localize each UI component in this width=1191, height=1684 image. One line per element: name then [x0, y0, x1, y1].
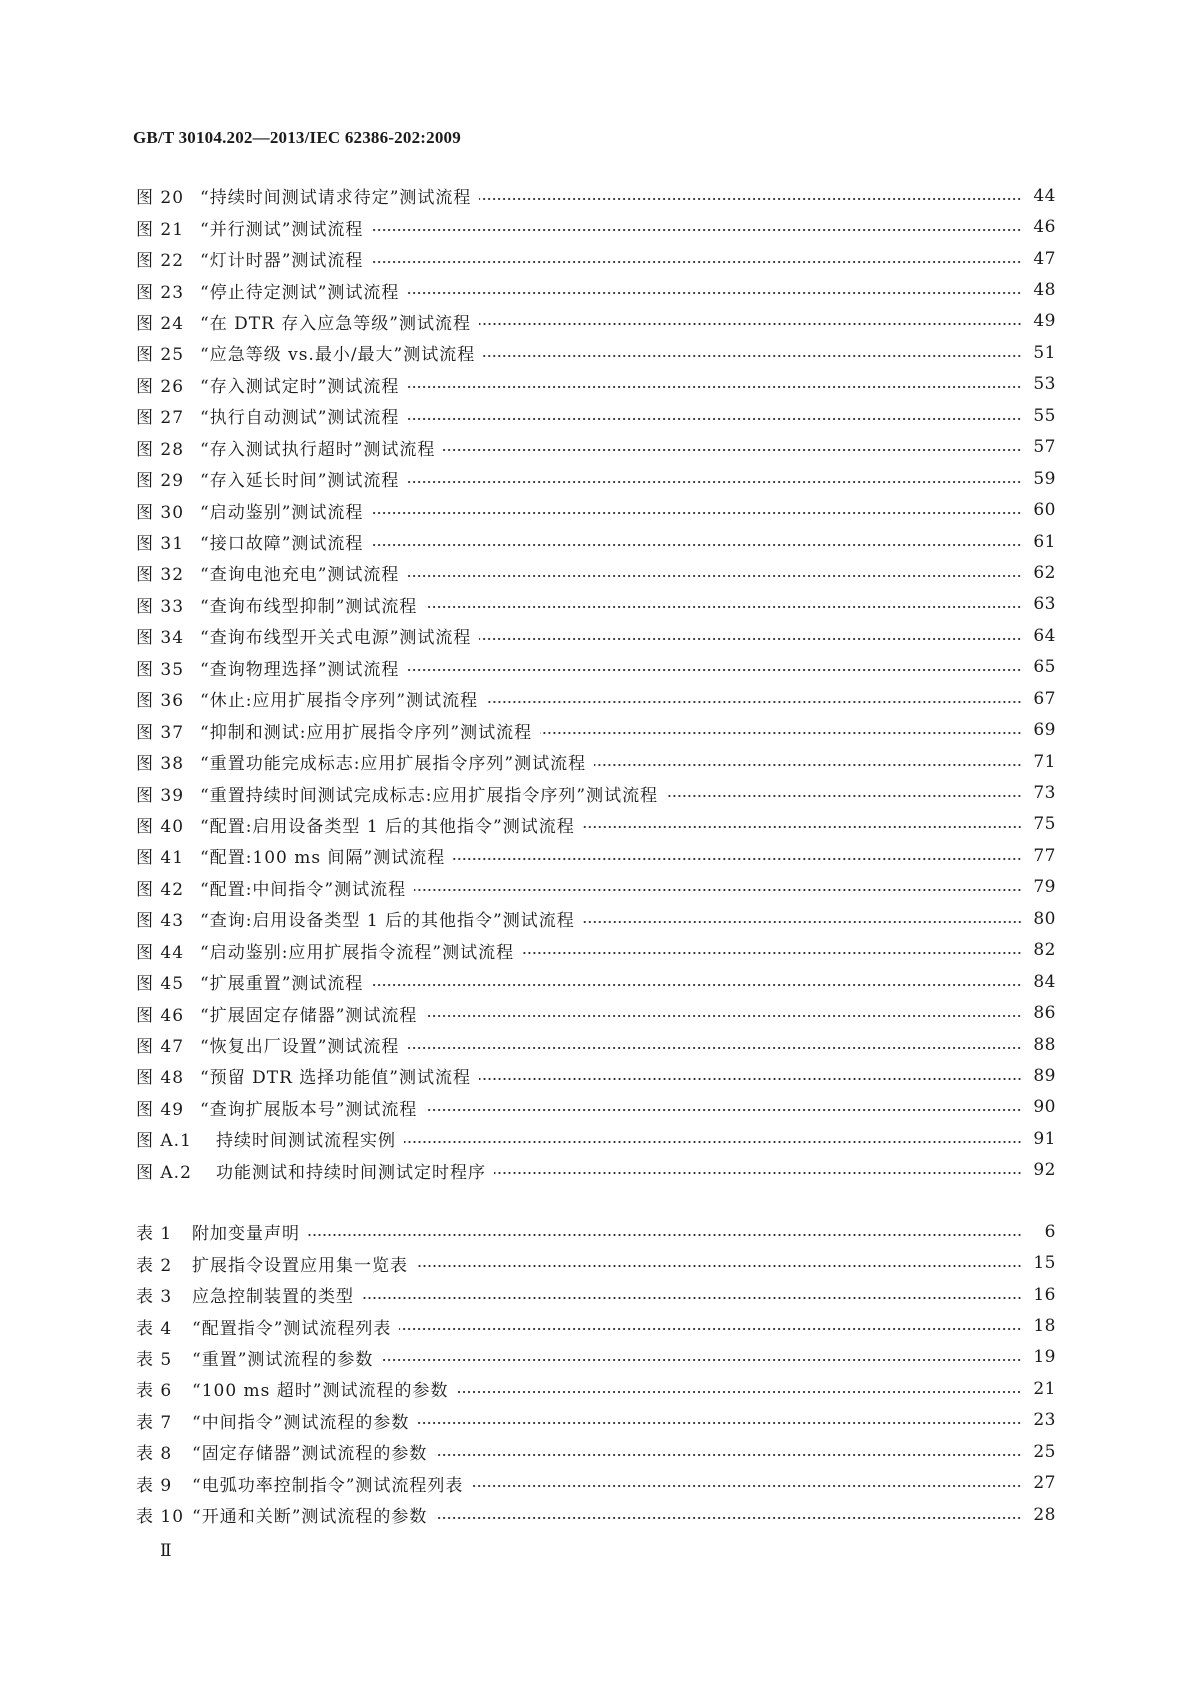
- figure-entry[interactable]: [136, 714, 1056, 745]
- dot-leader: [453, 858, 1022, 860]
- dot-leader: [443, 449, 1022, 451]
- figure-entry-title: “查询布线型抑制”测试流程: [200, 596, 418, 617]
- dot-leader: [479, 1078, 1022, 1080]
- table-entry[interactable]: [136, 1468, 1056, 1499]
- figure-entry-title: “在 DTR 存入应急等级”测试流程: [200, 313, 471, 334]
- figure-entry-title: “恢复出厂设置”测试流程: [200, 1037, 400, 1058]
- figure-entry-page: 67: [1033, 688, 1056, 709]
- figure-entry[interactable]: [136, 494, 1056, 525]
- table-entry[interactable]: [136, 1342, 1056, 1373]
- table-entry[interactable]: [136, 1216, 1056, 1247]
- dot-leader: [362, 1297, 1022, 1299]
- figure-entry-title: “查询电池充电”测试流程: [200, 565, 400, 586]
- dot-leader: [583, 921, 1022, 923]
- figure-entry-title: “扩展重置”测试流程: [200, 974, 364, 995]
- figure-entry-page: 48: [1033, 280, 1056, 301]
- figure-entry-title: “启动鉴别”测试流程: [200, 502, 364, 523]
- figure-entry-label: 图 28: [136, 439, 185, 460]
- figure-entry-label: 图 A.2: [136, 1162, 192, 1183]
- figure-entry[interactable]: [136, 809, 1056, 840]
- table-entry[interactable]: [136, 1405, 1056, 1436]
- figure-entry-title: “查询扩展版本号”测试流程: [200, 1099, 418, 1120]
- dot-leader: [540, 732, 1022, 734]
- figure-entry-page: 84: [1033, 971, 1056, 992]
- figure-entry-title: “配置:100 ms 间隔”测试流程: [200, 848, 446, 869]
- figure-entry-page: 44: [1033, 185, 1056, 206]
- figure-entry-title: “查询布线型开关式电源”测试流程: [200, 628, 472, 649]
- figure-entry-title: “应急等级 vs.最小/最大”测试流程: [200, 345, 476, 366]
- table-entry-label: 表 1: [136, 1224, 173, 1245]
- figure-entry[interactable]: [136, 463, 1056, 494]
- figure-entry-label: 图 44: [136, 942, 185, 963]
- table-entry-title: “电弧功率控制指令”测试流程列表: [192, 1475, 464, 1496]
- figure-entry[interactable]: [136, 432, 1056, 463]
- figure-entry-label: 图 43: [136, 911, 185, 932]
- figure-entry-label: 图 46: [136, 1005, 185, 1026]
- figure-entry-title: “预留 DTR 选择功能值”测试流程: [200, 1068, 471, 1089]
- figure-entry-title: “存入延长时间”测试流程: [200, 471, 400, 492]
- figure-entry[interactable]: [136, 777, 1056, 808]
- figure-entry[interactable]: [136, 526, 1056, 557]
- dot-leader: [522, 952, 1022, 954]
- figure-entry-page: 53: [1033, 374, 1056, 395]
- figure-entry[interactable]: [136, 274, 1056, 305]
- list-of-tables: [136, 1216, 1056, 1530]
- dot-leader: [479, 323, 1022, 325]
- figure-entry-page: 51: [1033, 342, 1056, 363]
- dot-leader: [414, 889, 1022, 891]
- dot-leader: [407, 669, 1022, 671]
- table-entry-title: “重置”测试流程的参数: [192, 1349, 374, 1370]
- figure-entry-page: 46: [1033, 217, 1056, 238]
- figure-entry-page: 77: [1033, 845, 1056, 866]
- figure-entry-page: 65: [1033, 657, 1056, 678]
- figure-entry[interactable]: [136, 400, 1056, 431]
- figure-entry-title: “并行测试”测试流程: [200, 219, 364, 240]
- figure-entry-page: 57: [1033, 437, 1056, 458]
- dot-leader: [407, 418, 1022, 420]
- figure-entry[interactable]: [136, 1060, 1056, 1091]
- figure-entry-label: 图 27: [136, 408, 185, 429]
- figure-entry-page: 47: [1033, 248, 1056, 269]
- figure-entry-page: 55: [1033, 405, 1056, 426]
- figure-entry-label: 图 23: [136, 282, 185, 303]
- table-entry[interactable]: [136, 1499, 1056, 1530]
- figure-entry-label: 图 34: [136, 628, 185, 649]
- figure-entry-page: 69: [1033, 720, 1056, 741]
- figure-entry-page: 64: [1033, 625, 1056, 646]
- figure-entry[interactable]: [136, 369, 1056, 400]
- figure-entry-page: 91: [1033, 1128, 1056, 1149]
- table-entry-label: 表 5: [136, 1349, 173, 1370]
- dot-leader: [483, 355, 1022, 357]
- table-entry-label: 表 7: [136, 1412, 173, 1433]
- figure-entry[interactable]: [136, 966, 1056, 997]
- figure-entry-label: 图 48: [136, 1068, 185, 1089]
- page-number: Ⅱ: [160, 1541, 172, 1560]
- table-entry-title: “开通和关断”测试流程的参数: [192, 1507, 428, 1528]
- dot-leader: [308, 1234, 1022, 1236]
- dot-leader: [399, 1328, 1022, 1330]
- dot-leader: [486, 701, 1022, 703]
- dot-leader: [583, 826, 1022, 828]
- dot-leader: [371, 544, 1022, 546]
- figure-entry-label: 图 45: [136, 974, 185, 995]
- figure-entry[interactable]: [136, 1029, 1056, 1060]
- figure-entry[interactable]: [136, 306, 1056, 337]
- table-entry-page: 18: [1033, 1316, 1056, 1337]
- figure-entry-label: 图 49: [136, 1099, 185, 1120]
- dot-leader: [381, 1359, 1022, 1361]
- figure-entry-page: 88: [1033, 1034, 1056, 1055]
- table-entry-label: 表 4: [136, 1318, 173, 1339]
- table-entry-label: 表 10: [136, 1507, 185, 1528]
- figure-entry-page: 86: [1033, 1003, 1056, 1024]
- figure-entry-page: 92: [1033, 1160, 1056, 1181]
- figure-entry-label: 图 25: [136, 345, 185, 366]
- figure-entry-label: 图 42: [136, 879, 185, 900]
- table-entry-label: 表 6: [136, 1381, 173, 1402]
- table-entry-title: 扩展指令设置应用集一览表: [192, 1255, 408, 1276]
- table-entry-title: “固定存储器”测试流程的参数: [192, 1444, 428, 1465]
- figure-entry[interactable]: [136, 243, 1056, 274]
- figure-entry-page: 49: [1033, 311, 1056, 332]
- figure-entry-title: “重置功能完成标志:应用扩展指令序列”测试流程: [200, 754, 587, 775]
- figure-entry[interactable]: [136, 872, 1056, 903]
- figure-entry[interactable]: [136, 211, 1056, 242]
- figure-entry-title: “灯计时器”测试流程: [200, 251, 364, 272]
- dot-leader: [471, 1485, 1022, 1487]
- table-entry-title: 附加变量声明: [192, 1224, 300, 1245]
- table-entry[interactable]: [136, 1373, 1056, 1404]
- table-entry-page: 6: [1044, 1221, 1056, 1242]
- dot-leader: [407, 1047, 1022, 1049]
- figure-entry-label: 图 41: [136, 848, 185, 869]
- figure-entry-label: 图 47: [136, 1037, 185, 1058]
- dot-leader: [479, 198, 1022, 200]
- table-entry-label: 表 9: [136, 1475, 173, 1496]
- table-entry-page: 28: [1033, 1504, 1056, 1525]
- dot-leader: [416, 1265, 1022, 1267]
- dot-leader: [666, 795, 1022, 797]
- dot-leader: [407, 386, 1022, 388]
- figure-entry-page: 82: [1033, 940, 1056, 961]
- figure-entry-title: “执行自动测试”测试流程: [200, 408, 400, 429]
- figure-entry-label: 图 A.1: [136, 1131, 192, 1152]
- figure-entry-page: 90: [1033, 1097, 1056, 1118]
- figure-entry[interactable]: [136, 337, 1056, 368]
- figure-entry-title: “查询物理选择”测试流程: [200, 659, 400, 680]
- figure-entry[interactable]: [136, 589, 1056, 620]
- dot-leader: [417, 1422, 1022, 1424]
- table-entry-title: “100 ms 超时”测试流程的参数: [192, 1381, 449, 1402]
- figure-entry[interactable]: [136, 652, 1056, 683]
- dot-leader: [479, 638, 1022, 640]
- figure-entry[interactable]: [136, 840, 1056, 871]
- dot-leader: [425, 1015, 1022, 1017]
- figure-entry-page: 89: [1033, 1065, 1056, 1086]
- figure-entry-title: “重置持续时间测试完成标志:应用扩展指令序列”测试流程: [200, 785, 659, 806]
- figure-entry-title: “启动鉴别:应用扩展指令流程”测试流程: [200, 942, 515, 963]
- figure-entry-label: 图 33: [136, 596, 185, 617]
- figure-entry-label: 图 24: [136, 313, 185, 334]
- figure-entry-page: 59: [1033, 468, 1056, 489]
- dot-leader: [594, 764, 1022, 766]
- figure-entry[interactable]: [136, 683, 1056, 714]
- figure-entry[interactable]: [136, 903, 1056, 934]
- figure-entry-title: “持续时间测试请求待定”测试流程: [200, 188, 472, 209]
- figure-entry-title: “休止:应用扩展指令序列”测试流程: [200, 691, 479, 712]
- document-standard-number: GB/T 30104.202—2013/IEC 62386-202:2009: [133, 128, 461, 147]
- figure-entry-title: “配置:启用设备类型 1 后的其他指令”测试流程: [200, 816, 575, 837]
- table-entry-label: 表 8: [136, 1444, 173, 1465]
- figure-entry-label: 图 38: [136, 754, 185, 775]
- figure-entry-label: 图 20: [136, 188, 185, 209]
- figure-entry[interactable]: [136, 935, 1056, 966]
- dot-leader: [425, 1109, 1022, 1111]
- figure-entry-page: 75: [1033, 814, 1056, 835]
- figure-entry-label: 图 26: [136, 376, 185, 397]
- dot-leader: [435, 1517, 1022, 1519]
- table-entry-page: 27: [1033, 1473, 1056, 1494]
- figure-entry[interactable]: [136, 1092, 1056, 1123]
- table-entry-page: 23: [1033, 1410, 1056, 1431]
- figure-entry-label: 图 37: [136, 722, 185, 743]
- dot-leader: [494, 1172, 1022, 1174]
- figure-entry-page: 63: [1033, 594, 1056, 615]
- table-entry-page: 16: [1033, 1284, 1056, 1305]
- list-of-figures: [136, 180, 1056, 1186]
- figure-entry-title: “停止待定测试”测试流程: [200, 282, 400, 303]
- figure-entry-label: 图 30: [136, 502, 185, 523]
- dot-leader: [371, 984, 1022, 986]
- dot-leader: [435, 1454, 1022, 1456]
- figure-entry[interactable]: [136, 1155, 1056, 1186]
- figure-entry-page: 80: [1033, 908, 1056, 929]
- figure-entry-label: 图 22: [136, 251, 185, 272]
- figure-entry-label: 图 29: [136, 471, 185, 492]
- figure-entry-title: 功能测试和持续时间测试定时程序: [216, 1162, 486, 1183]
- dot-leader: [371, 512, 1022, 514]
- table-entry[interactable]: [136, 1279, 1056, 1310]
- table-entry-page: 15: [1033, 1253, 1056, 1274]
- figure-entry-label: 图 31: [136, 534, 185, 555]
- table-entry-page: 21: [1033, 1378, 1056, 1399]
- table-entry[interactable]: [136, 1436, 1056, 1467]
- dot-leader: [404, 1141, 1022, 1143]
- dot-leader: [456, 1391, 1022, 1393]
- figure-entry-title: “抑制和测试:应用扩展指令序列”测试流程: [200, 722, 533, 743]
- figure-entry-page: 60: [1033, 500, 1056, 521]
- figure-entry[interactable]: [136, 557, 1056, 588]
- figure-entry-title: “扩展固定存储器”测试流程: [200, 1005, 418, 1026]
- figure-entry-title: 持续时间测试流程实例: [216, 1131, 396, 1152]
- figure-entry[interactable]: [136, 620, 1056, 651]
- figure-entry-label: 图 40: [136, 816, 185, 837]
- dot-leader: [371, 229, 1022, 231]
- table-entry[interactable]: [136, 1310, 1056, 1341]
- dot-leader: [407, 292, 1022, 294]
- figure-entry[interactable]: [136, 746, 1056, 777]
- dot-leader: [407, 575, 1022, 577]
- figure-entry[interactable]: [136, 1123, 1056, 1154]
- table-entry-title: “中间指令”测试流程的参数: [192, 1412, 410, 1433]
- figure-entry-page: 62: [1033, 562, 1056, 583]
- figure-entry-page: 61: [1033, 531, 1056, 552]
- table-entry-page: 25: [1033, 1441, 1056, 1462]
- figure-entry-label: 图 32: [136, 565, 185, 586]
- table-entry-label: 表 2: [136, 1255, 173, 1276]
- table-entry-title: “配置指令”测试流程列表: [192, 1318, 392, 1339]
- figure-entry[interactable]: [136, 997, 1056, 1028]
- dot-leader: [425, 606, 1022, 608]
- dot-leader: [371, 261, 1022, 263]
- figure-entry-title: “配置:中间指令”测试流程: [200, 879, 407, 900]
- figure-entry-label: 图 21: [136, 219, 185, 240]
- table-entry-page: 19: [1033, 1347, 1056, 1368]
- figure-entry-page: 73: [1033, 783, 1056, 804]
- figure-entry-title: “存入测试定时”测试流程: [200, 376, 400, 397]
- figure-entry-title: “存入测试执行超时”测试流程: [200, 439, 436, 460]
- table-entry-label: 表 3: [136, 1287, 173, 1308]
- figure-entry-label: 图 36: [136, 691, 185, 712]
- table-entry-title: 应急控制装置的类型: [192, 1287, 354, 1308]
- figure-entry[interactable]: [136, 180, 1056, 211]
- dot-leader: [407, 481, 1022, 483]
- figure-entry-label: 图 39: [136, 785, 185, 806]
- figure-entry-page: 79: [1033, 877, 1056, 898]
- figure-entry-page: 71: [1033, 751, 1056, 772]
- figure-entry-label: 图 35: [136, 659, 185, 680]
- figure-entry-title: “接口故障”测试流程: [200, 534, 364, 555]
- figure-entry-title: “查询:启用设备类型 1 后的其他指令”测试流程: [200, 911, 575, 932]
- table-entry[interactable]: [136, 1247, 1056, 1278]
